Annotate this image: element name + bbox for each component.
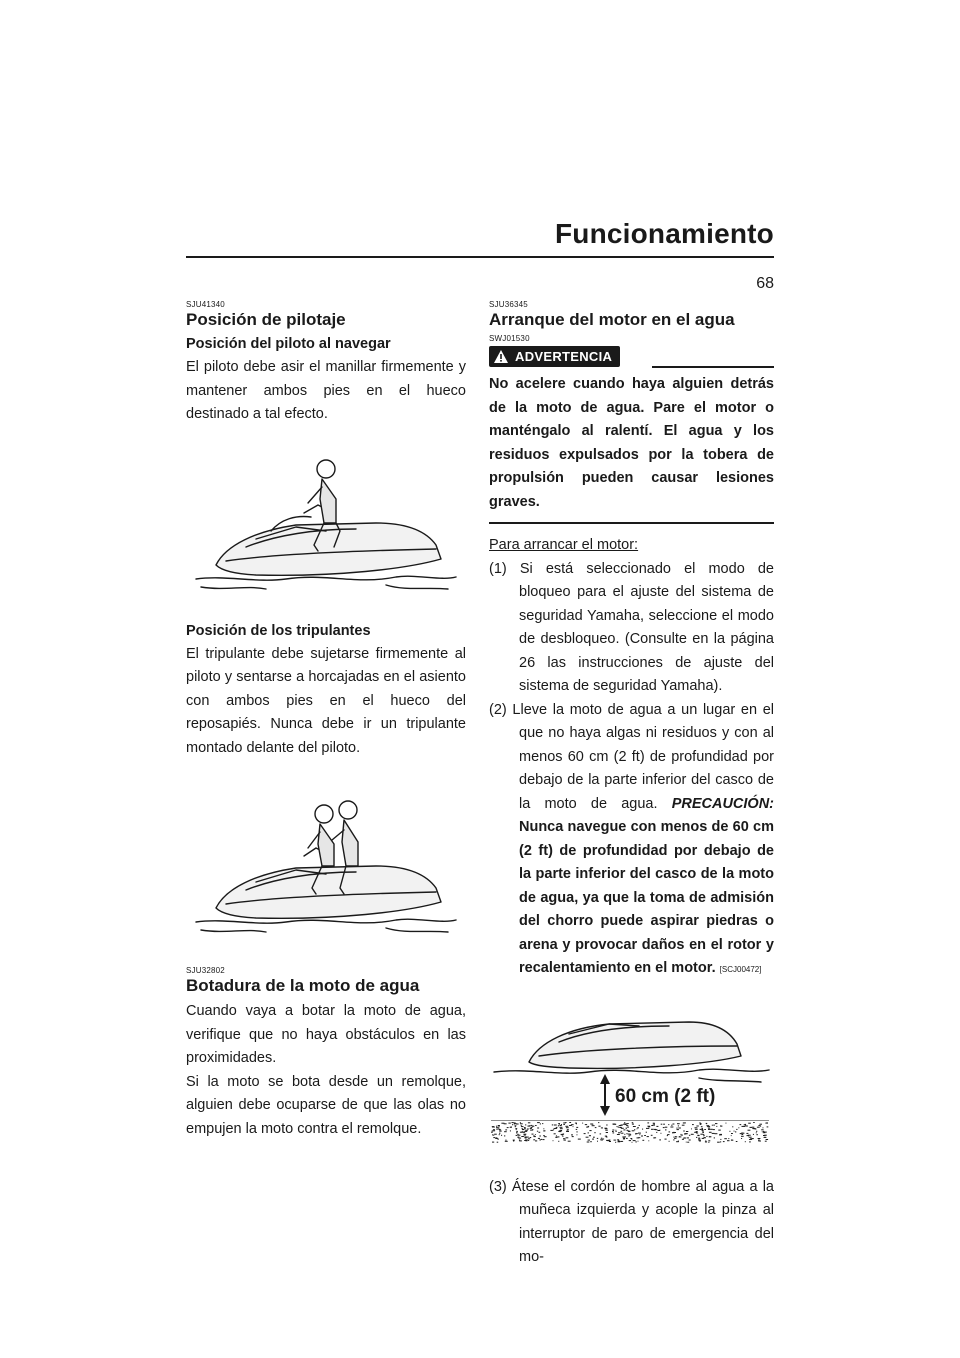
depth-illustration — [489, 996, 774, 1166]
step-1: (1) Si está seleccionado el modo de bloqueo para el ajuste del sistema de seguridad Yamaha, seleccione el modo de desbloqueo. (Consulte en la página 26 las instrucciones de ajuste del sistema de seguridad Yamaha). — [489, 560, 774, 694]
header-rule — [186, 256, 774, 258]
page-number: 68 — [756, 275, 774, 292]
intro-text: Para arrancar el motor: — [489, 537, 639, 553]
caution-label: PRECAUCIÓN: — [671, 795, 774, 812]
subsection-title-tripulantes: Posición de los tripulantes — [186, 622, 371, 639]
warning-top-rule — [652, 366, 774, 368]
warning-bottom-rule — [489, 522, 774, 524]
step-2 — [489, 699, 774, 982]
paragraph-botadura-2: Si la moto se bota desde un remolque, alguien debe ocuparse de que las olas no empujen la moto contra el remolque. — [186, 1073, 466, 1137]
section-title-botadura: Botadura de la moto de agua — [186, 976, 420, 995]
warning-code: SWJ01530 — [489, 334, 530, 343]
steps-list-continued — [489, 1176, 774, 1270]
rider-passenger-illustration — [186, 760, 466, 960]
steps-list — [489, 558, 774, 982]
caution-code: [SCJ00472] — [719, 965, 762, 974]
section-code-arranque: SJU36345 — [489, 300, 528, 309]
section-code: SJU41340 — [186, 300, 225, 309]
paragraph-botadura-1: Cuando vaya a botar la moto de agua, verifique que no haya obstáculos en las proximidades. — [186, 1003, 466, 1066]
step-2-text: (2) Lleve la moto de agua a un lugar en el que no haya algas ni residuos y con al menos 60 cm (2 ft) de profundidad por debajo de la parte inferior del casco de la moto de agua. — [489, 701, 774, 812]
warning-badge — [489, 346, 620, 367]
warning-box — [489, 346, 774, 524]
warning-triangle-icon — [493, 349, 509, 364]
seabed — [491, 1120, 769, 1143]
rider-illustration — [186, 427, 466, 617]
paragraph-tripulantes: El tripulante debe sujetarse firmemente al piloto y sentarse a horcajadas en el asiento con ambos pies en el hueco del reposapiés. Nunca debe ir un tripulante montado delante del piloto. — [186, 645, 466, 756]
paragraph-piloto: El piloto debe asir el manillar firmemente y mantener ambos pies en el hueco destinado a tal efecto. — [186, 359, 466, 422]
subsection-title-piloto: Posición del piloto al navegar — [186, 336, 391, 352]
warning-label: ADVERTENCIA — [515, 349, 613, 364]
step-3: (3) Átese el cordón de hombre al agua a la muñeca izquierda y acople la pinza al interruptor de paro de emergencia del mo- — [489, 1178, 774, 1265]
warning-text: No acelere cuando haya alguien detrás de la moto de agua. Pare el motor o manténgalo al ralentí. El agua y los residuos expulsados por la tobera de propulsión pueden causar lesiones graves. — [489, 376, 774, 510]
section-code-botadura: SJU32802 — [186, 966, 225, 975]
right-column — [489, 300, 774, 1270]
chapter-title: Funcionamiento — [554, 218, 774, 249]
left-column — [186, 300, 466, 1141]
section-title-pilotaje: Posición de pilotaje — [186, 310, 346, 329]
depth-label: 60 cm (2 ft) — [615, 1085, 716, 1107]
page-header — [186, 218, 774, 258]
caution-text: Nunca navegue con menos de 60 cm (2 ft) de profundidad por debajo de la parte inferior del casco de la moto de agua, ya que la toma de admisión del chorro puede aspirar piedras o arena y provocar daños en el rotor y recalentamiento en el motor. — [519, 819, 774, 976]
section-title-arranque: Arranque del motor en el agua — [489, 310, 735, 329]
